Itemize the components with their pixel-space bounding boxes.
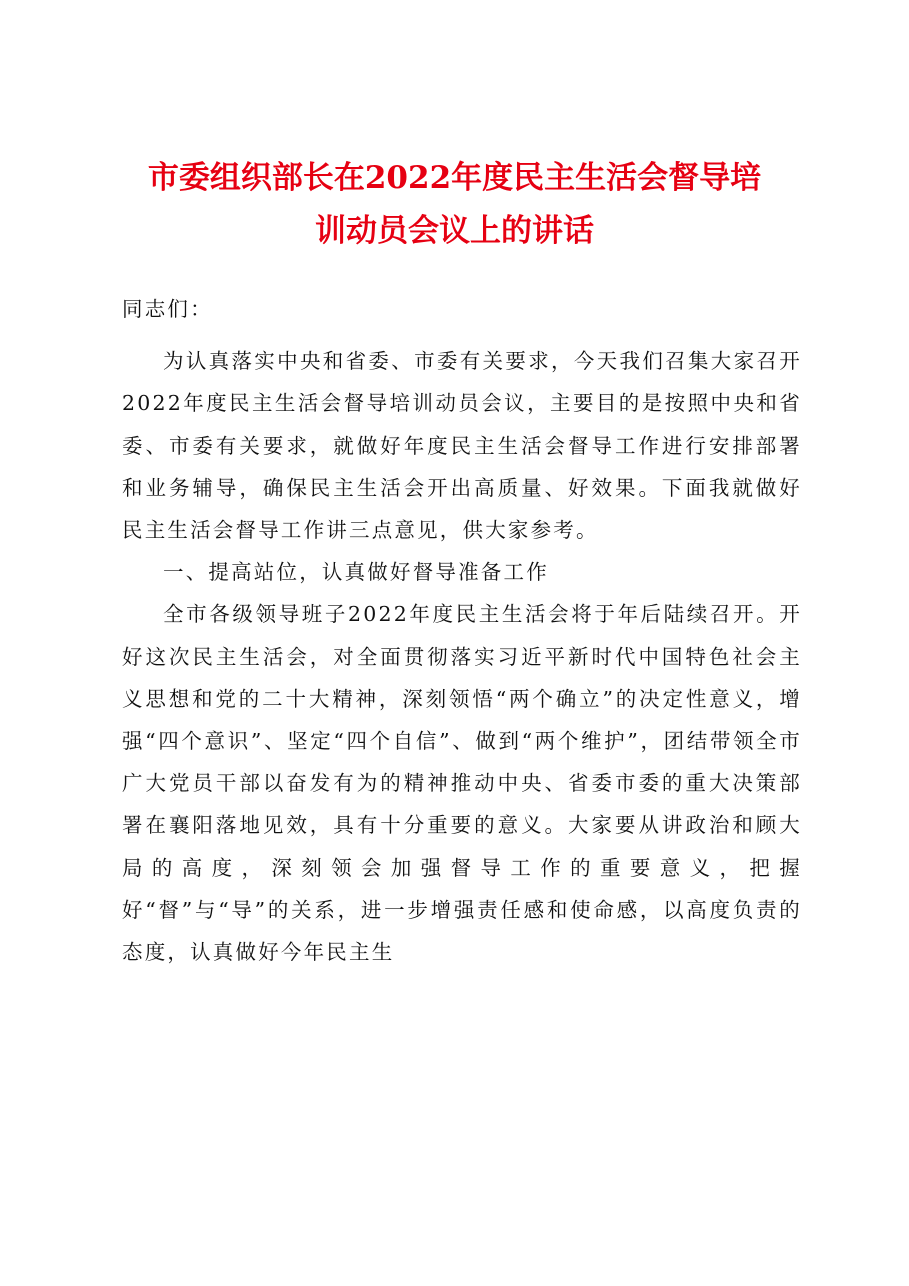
title-line-1: 市委组织部长在2022年度民主生活会督导培 xyxy=(147,160,762,196)
title-line-2: 训动员会议上的讲话 xyxy=(315,213,594,249)
paragraph-section-1: 全市各级领导班子2022年度民主生活会将于年后陆续召开。开好这次民主生活会，对全面贯彻落实习近平新时代中国特色社会主义思想和党的二十大精神，深刻领悟“两个确立”的决定性意义，增强“四个意识”、坚定“四个自信”、做到“两个维护”，团结带领全市广大党员干部以奋发有为的精神推动中央、省委市委的重大决策部署在襄阳落地见效，具有十分重要的意义。大家要从讲政治和顾大局的高度，深刻领会加强督导工作的重要意义，把握好“督”与“导”的关系，进一步增强责任感和使命感，以高度负责的态度，认真做好今年民主生 xyxy=(122,602,802,965)
section-heading-1: 一、提高站位，认真做好督导准备工作 xyxy=(163,560,549,585)
document-title xyxy=(100,152,809,258)
paragraph-intro: 为认真落实中央和省委、市委有关要求，今天我们召集大家召开2022年度民主生活会督导培训动员会议，主要目的是按照中央和省委、市委有关要求，就做好年度民主生活会督导工作进行安排部署和业务辅导，确保民主生活会开出高质量、好效果。下面我就做好民主生活会督导工作讲三点意见，供大家参考。 xyxy=(122,349,802,543)
salutation: 同志们： xyxy=(122,297,213,321)
document-body xyxy=(122,288,802,973)
